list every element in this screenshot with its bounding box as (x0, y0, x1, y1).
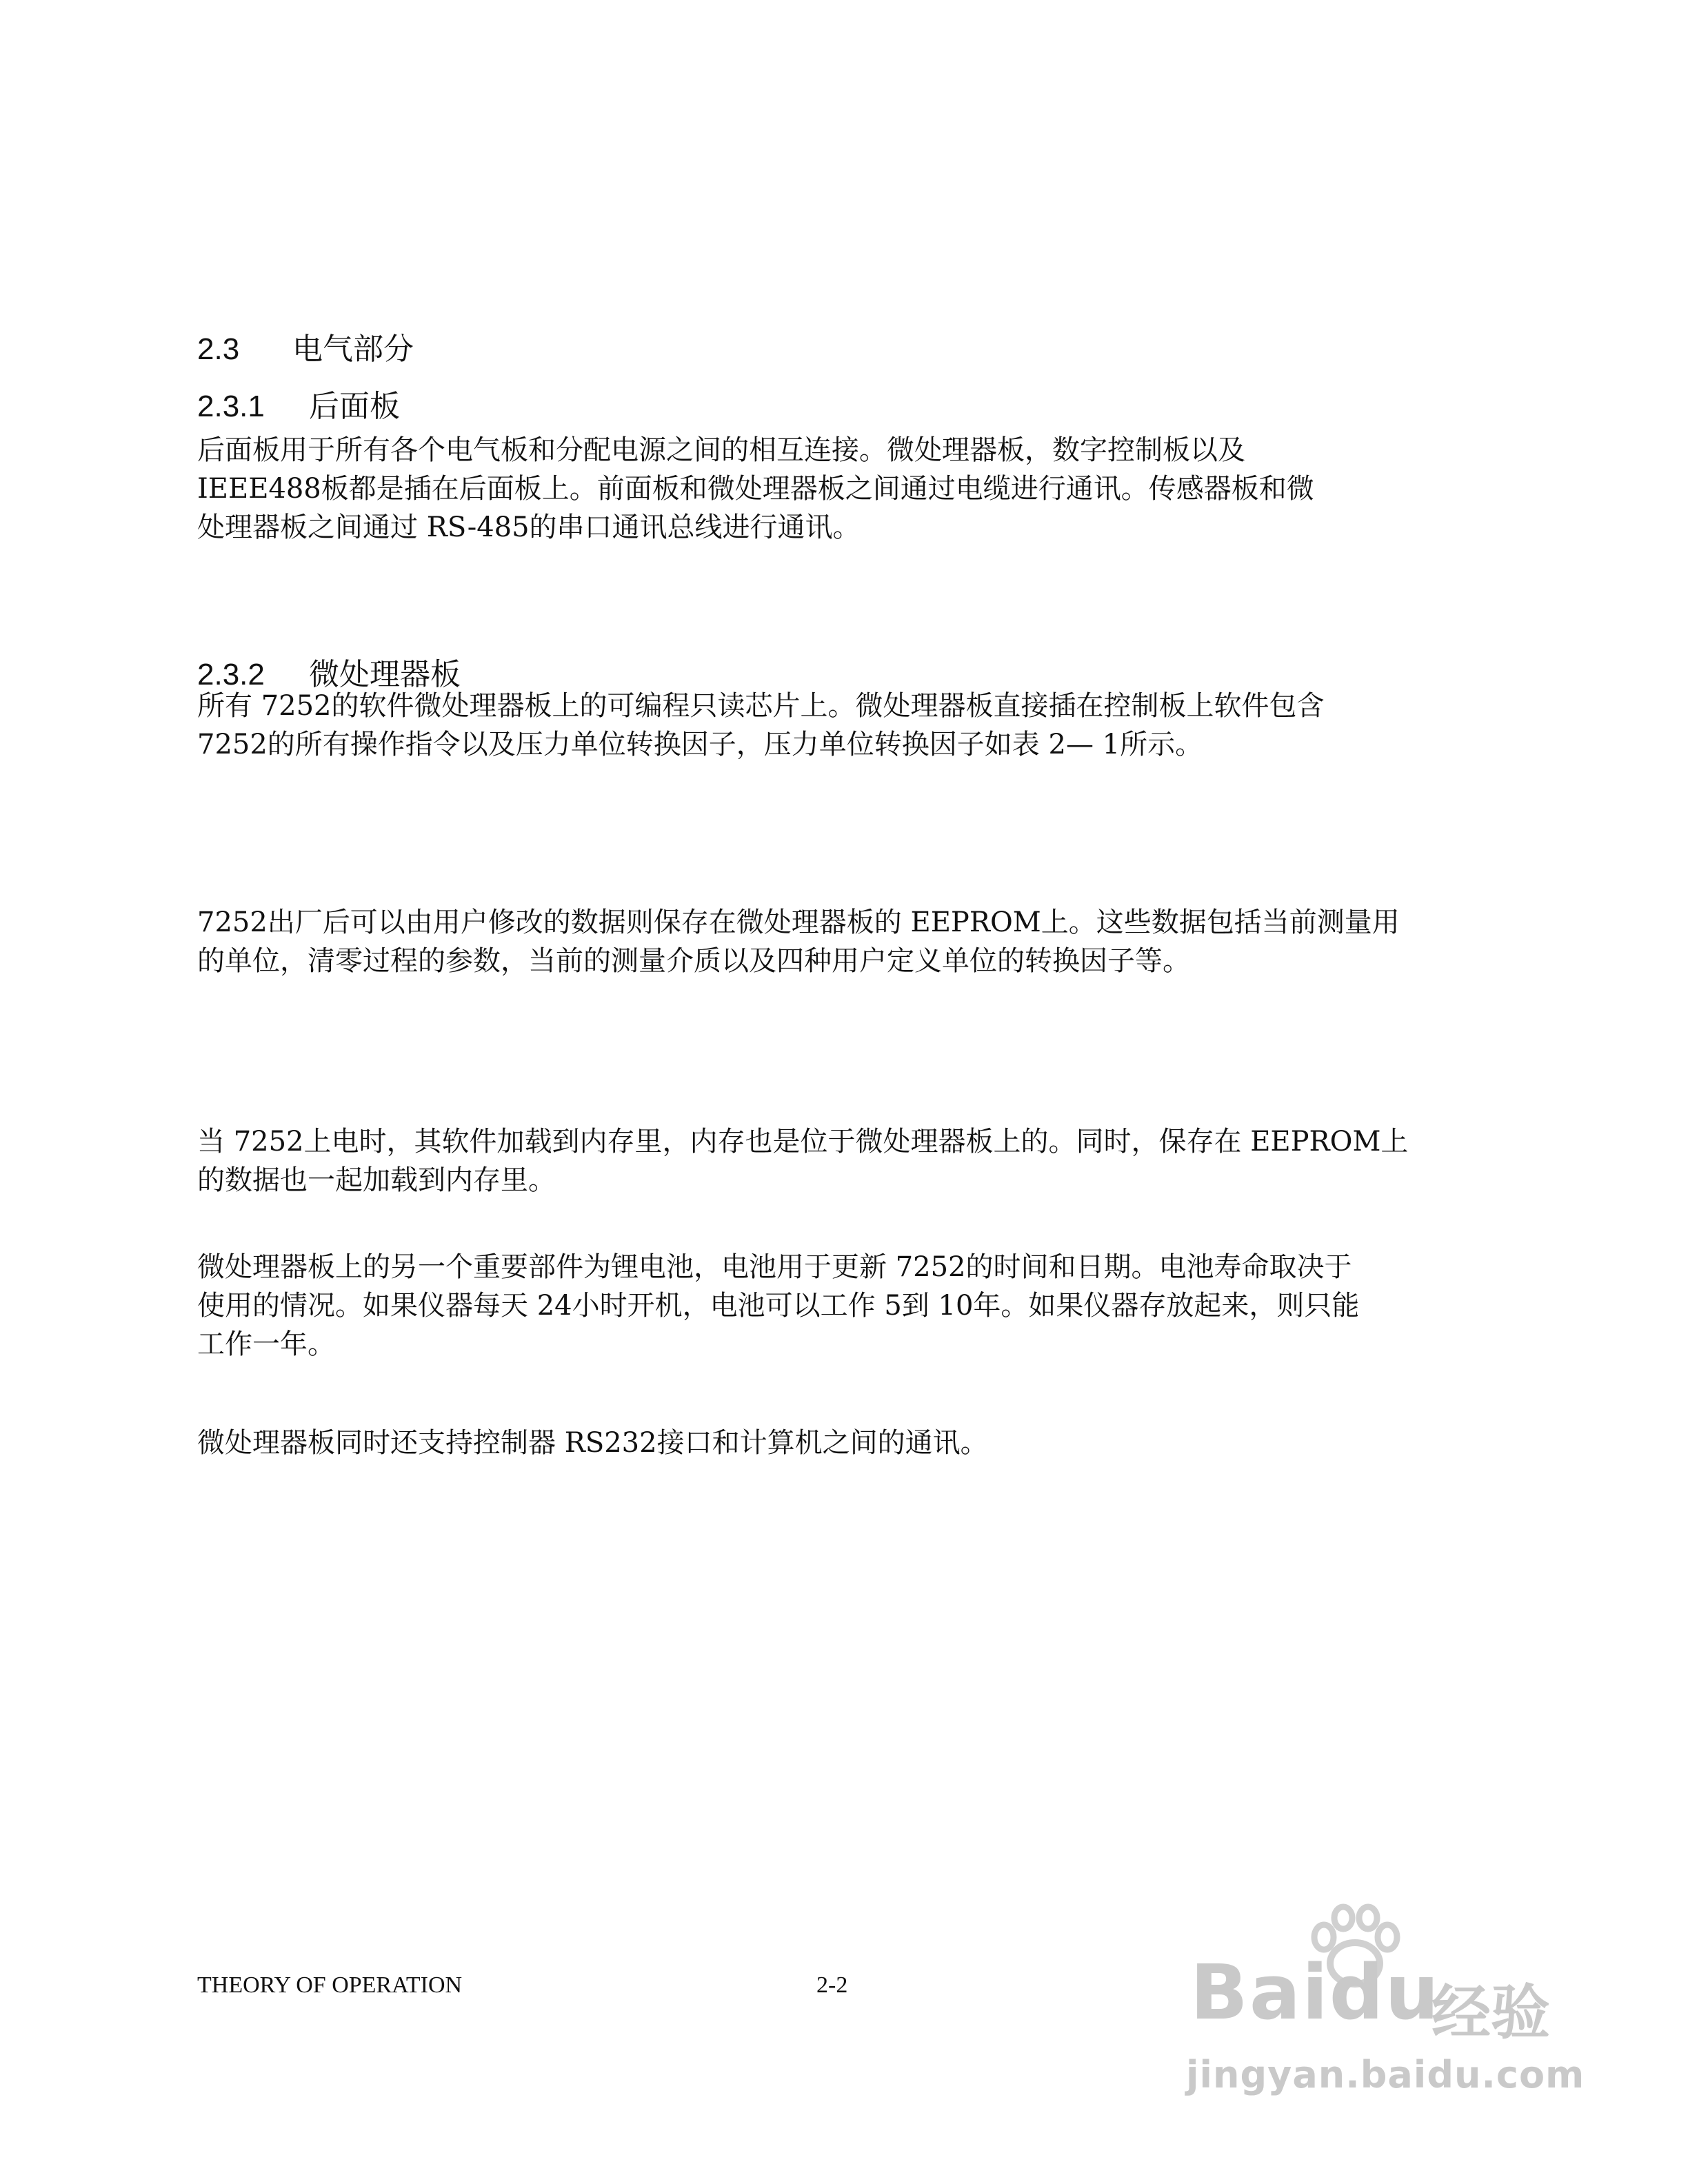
paragraph-backplane (197, 431, 1576, 547)
text-line: 后面板用于所有各个电气板和分配电源之间的相互连接。微处理器板，数字控制板以及 (197, 434, 1245, 466)
text-line: 的单位，清零过程的参数，当前的测量介质以及四种用户定义单位的转换因子等。 (197, 945, 1190, 977)
heading-number: 2.3 (197, 332, 240, 366)
heading-title: 微处理器板 (309, 658, 461, 691)
text-line: 的数据也一起加载到内存里。 (197, 1164, 556, 1196)
paragraph-battery (197, 1248, 1576, 1364)
text-line: 处理器板之间通过 RS-485的串口通讯总线进行通讯。 (197, 512, 861, 543)
paragraph-power-on (197, 1122, 1576, 1200)
text-line: 微处理器板上的另一个重要部件为锂电池，电池用于更新 7252的时间和日期。电池寿命取决于 (197, 1251, 1352, 1283)
heading-number: 2.3.1 (197, 390, 265, 423)
text-line: 微处理器板同时还支持控制器 RS232接口和计算机之间的通讯。 (197, 1427, 988, 1459)
text-line: 工作一年。 (197, 1328, 335, 1360)
heading-2-3 (197, 331, 414, 368)
text-line: 7252出厂后可以由用户修改的数据则保存在微处理器板的 EEPROM上。这些数据包括当前测量用 (197, 907, 1400, 938)
paragraph-rs232 (197, 1424, 1576, 1462)
heading-title: 后面板 (309, 390, 400, 423)
text-line: 所有 7252的软件微处理器板上的可编程只读芯片上。微处理器板直接插在控制板上软件包含 (197, 690, 1325, 722)
watermark-cn: 经验 (1431, 1979, 1550, 2048)
text-line: 使用的情况。如果仪器每天 24小时开机，电池可以工作 5到 10年。如果仪器存放起来，则只能 (197, 1290, 1360, 1322)
watermark-url: jingyan.baidu.com (1186, 2053, 1585, 2096)
paragraph-eeprom (197, 903, 1576, 980)
text-line: IEEE488板都是插在后面板上。前面板和微处理器板之间通过电缆进行通讯。传感器板和微 (197, 473, 1314, 505)
baidu-jingyan-watermark (1172, 1903, 1586, 2137)
heading-2-3-1 (197, 388, 400, 425)
footer-title: THEORY OF OPERATION (197, 1972, 463, 1998)
page-number: 2-2 (816, 1972, 848, 1998)
text-line: 当 7252上电时，其软件加载到内存里，内存也是位于微处理器板上的。同时，保存在 EEPROM上 (197, 1126, 1409, 1157)
heading-title: 电气部分 (292, 332, 414, 366)
watermark-brand: Baidu (1190, 1948, 1440, 2036)
text-line: 7252的所有操作指令以及压力单位转换因子，压力单位转换因子如表 2— 1所示。 (197, 729, 1203, 760)
heading-number: 2.3.2 (197, 658, 265, 691)
paragraph-microprocessor (197, 687, 1576, 764)
